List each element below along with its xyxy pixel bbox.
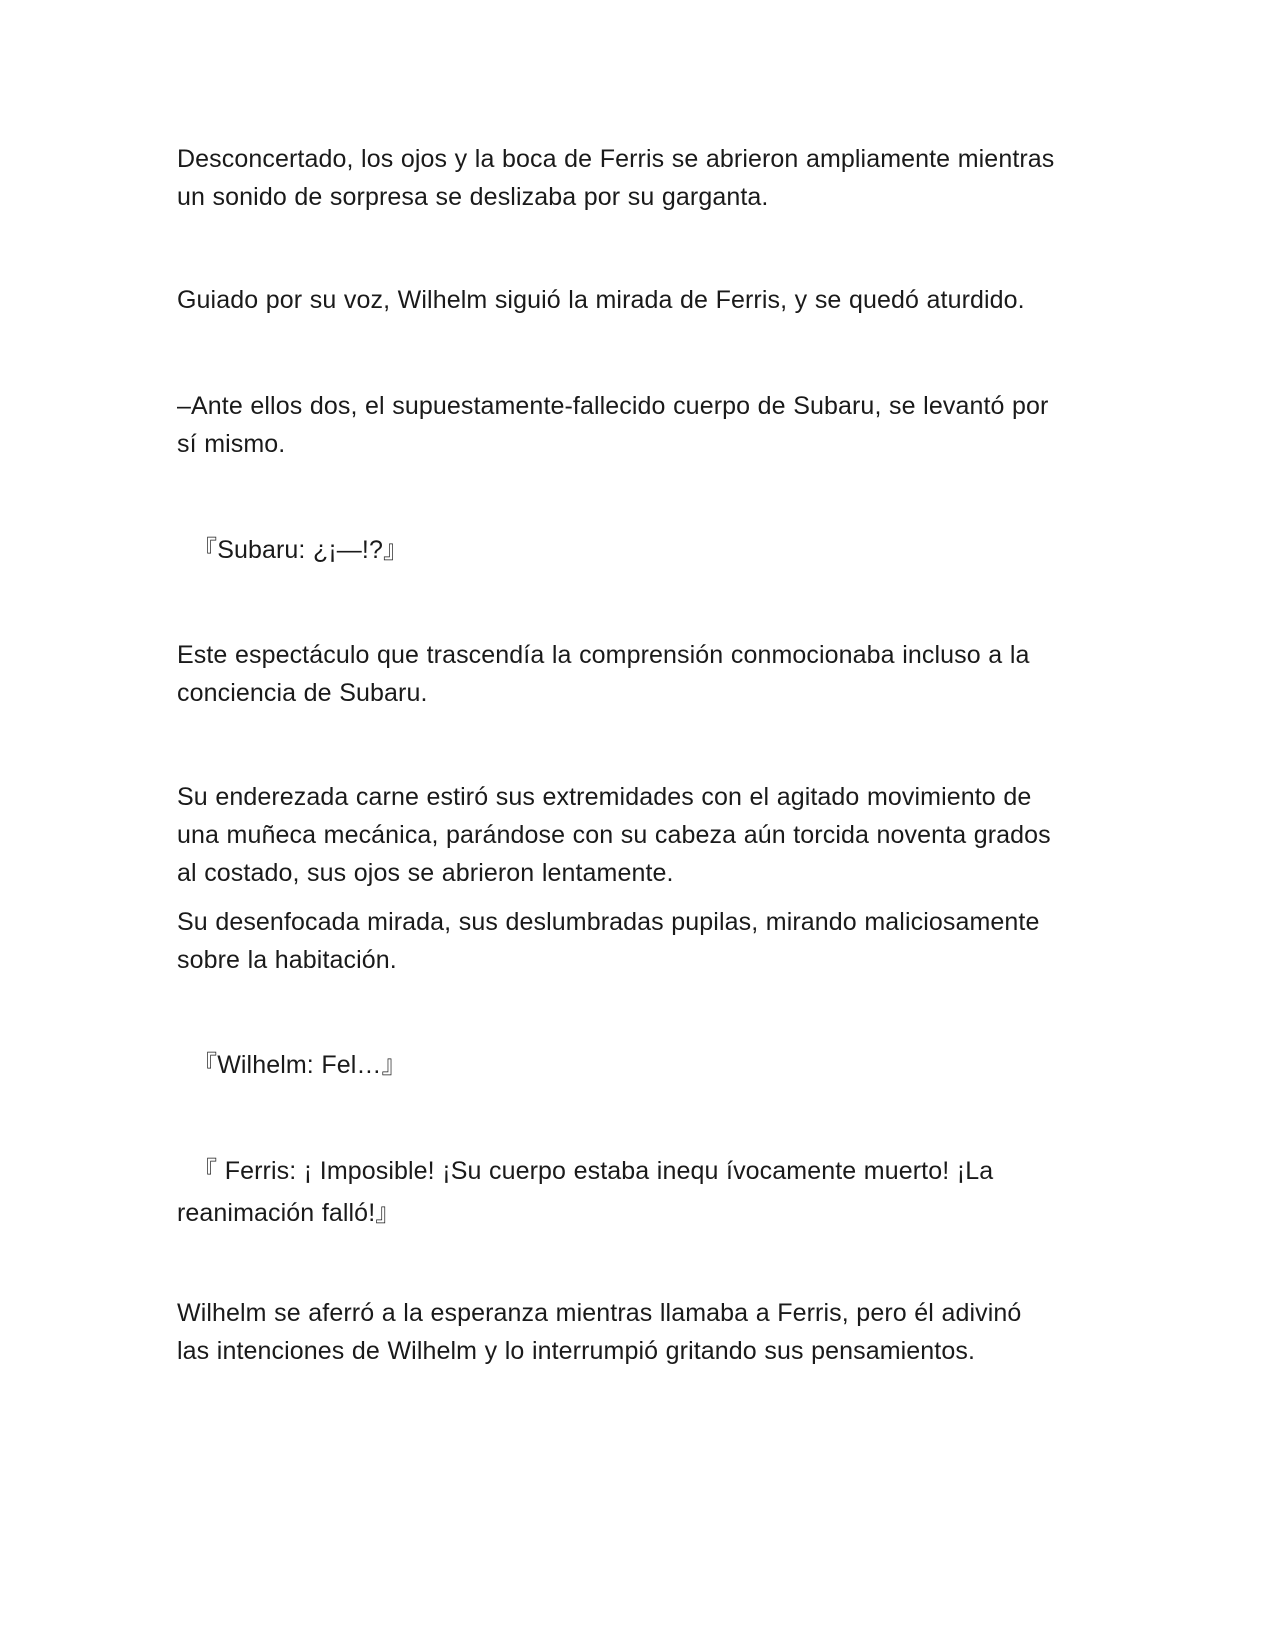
text-line: una muñeca mecánica, parándose con su cabeza aún torcida noventa grados	[177, 821, 1051, 849]
dialogue-ferris	[177, 1152, 1107, 1232]
dialogue-wilhelm	[177, 1046, 1107, 1084]
paragraph-ferris-surprise	[177, 140, 1107, 216]
paragraph-subaru-rises	[177, 387, 1107, 463]
text-line: reanimación falló!』	[177, 1199, 401, 1227]
dialogue-subaru	[177, 531, 1107, 569]
paragraph-spectacle	[177, 636, 1107, 712]
paragraph-wilhelm-hope	[177, 1294, 1107, 1370]
text-line: las intenciones de Wilhelm y lo interrumpió gritando sus pensamientos.	[177, 1337, 975, 1365]
text-line: un sonido de sorpresa se deslizaba por su garganta.	[177, 183, 769, 211]
text-line: 『Subaru: ¿¡—!?』	[177, 536, 409, 564]
text-line: Desconcertado, los ojos y la boca de Ferris se abrieron ampliamente mientras	[177, 145, 1055, 173]
text-line: Su desenfocada mirada, sus deslumbradas pupilas, mirando maliciosamente	[177, 908, 1040, 936]
text-line: sí mismo.	[177, 430, 286, 458]
paragraph-unfocused-gaze	[177, 903, 1107, 979]
text-line: Su enderezada carne estiró sus extremidades con el agitado movimiento de	[177, 783, 1032, 811]
text-line: 『Wilhelm: Fel…』	[177, 1051, 407, 1079]
text-line: 『 Ferris: ¡ Imposible! ¡Su cuerpo estaba inequ ívocamente muerto! ¡La	[177, 1157, 994, 1185]
text-line: Guiado por su voz, Wilhelm siguió la mirada de Ferris, y se quedó aturdido.	[177, 286, 1025, 314]
text-line: –Ante ellos dos, el supuestamente-fallecido cuerpo de Subaru, se levantó por	[177, 392, 1049, 420]
paragraph-wilhelm-follows	[177, 281, 1107, 319]
text-line: al costado, sus ojos se abrieron lentamente.	[177, 859, 674, 887]
text-line: sobre la habitación.	[177, 946, 397, 974]
text-line: Wilhelm se aferró a la esperanza mientras llamaba a Ferris, pero él adivinó	[177, 1299, 1022, 1327]
paragraph-mechanical-doll	[177, 778, 1107, 892]
text-line: Este espectáculo que trascendía la comprensión conmocionaba incluso a la	[177, 641, 1030, 669]
text-line: conciencia de Subaru.	[177, 679, 428, 707]
